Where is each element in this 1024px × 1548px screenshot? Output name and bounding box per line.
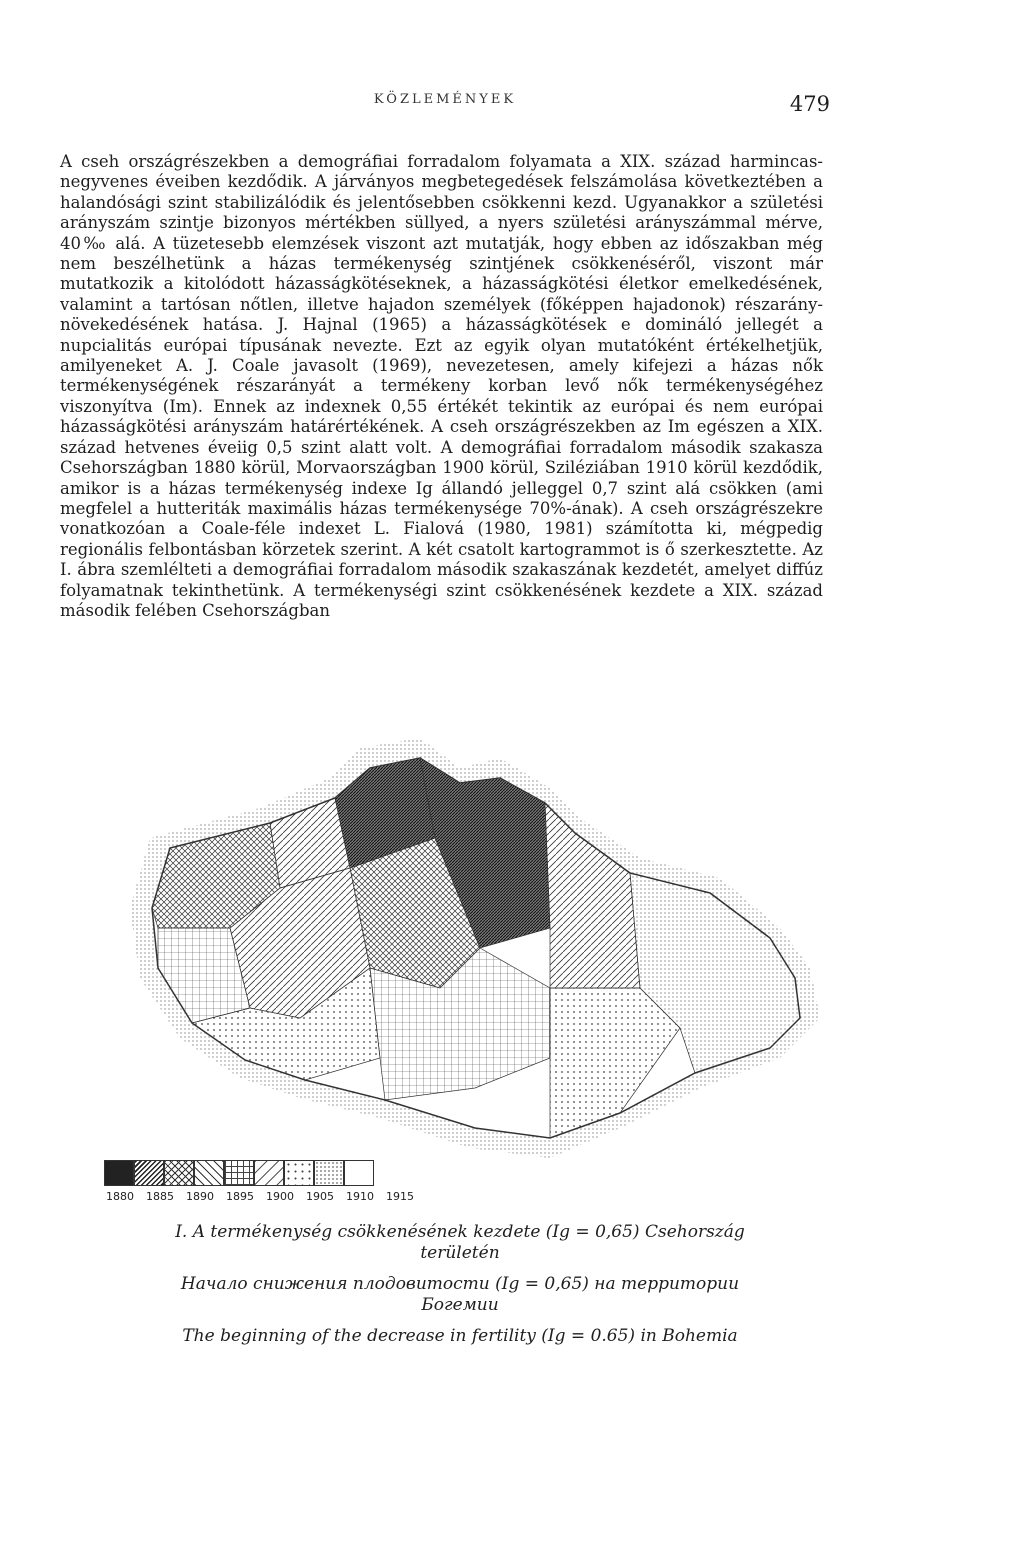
caption-english: The beginning of the decrease in fertility (Ig = 0.65) in Bohemia — [182, 1326, 738, 1346]
caption-russian: Начало снижения плодовитости (Ig = 0,65) на территории Богемии — [180, 1274, 740, 1315]
legend-year-label: 1885 — [146, 1190, 174, 1203]
legend-swatch — [194, 1160, 224, 1186]
page-number: 479 — [789, 92, 830, 116]
page-header — [60, 92, 830, 132]
legend-year-label: 1900 — [266, 1190, 294, 1203]
legend-swatch — [224, 1160, 254, 1186]
running-head: KÖZLEMÉNYEK — [373, 92, 517, 107]
caption-hungarian: I. A termékenység csökkenésének kezdete (Ig = 0,65) Csehország területén — [175, 1222, 745, 1263]
legend-swatch — [254, 1160, 284, 1186]
figure-caption — [150, 1222, 770, 1357]
legend-swatch — [134, 1160, 164, 1186]
legend-swatch — [164, 1160, 194, 1186]
legend-swatch — [314, 1160, 344, 1186]
bohemia-cartogram — [80, 728, 840, 1168]
legend-swatch — [344, 1160, 374, 1186]
legend-year-label: 1890 — [186, 1190, 214, 1203]
legend-year-label: 1905 — [306, 1190, 334, 1203]
legend-swatch — [284, 1160, 314, 1186]
legend-year-label: 1910 — [346, 1190, 374, 1203]
legend-swatch — [104, 1160, 134, 1186]
legend-year-label: 1880 — [106, 1190, 134, 1203]
legend-year-label: 1915 — [386, 1190, 414, 1203]
legend-year-label: 1895 — [226, 1190, 254, 1203]
body-paragraph: A cseh országrészekben a demográfiai forradalom folyamata a XIX. század harmincas-negyvenes éveiben kezdődik. A járványos megbetegedések felszámolása következtében a halandósági szint stabilizálódik és jelentősebben csökkenni kezd. Ugyanakkor a születési arányszám szintje bizonyos mértékben süllyed, a nyers születési arányszámmal mérve, 40‰ alá. A tüzetesebb elemzések viszont azt mutatják, hogy ebben az időszakban még nem beszélhetünk a házas termékenység szintjének csökkenéséről, viszont már mutatkozik a kitolódott házasságkötéseknek, a házasságkötési életkor emelkedésének, valamint a tartósan nőtlen, illetve hajadon személyek (főképpen hajadonok) részarány-növekedésének hatása. J. Hajnal (1965) a házasságkötések e domináló jellegét a nupcialitás európai típusának nevezte. Ezt az egyik olyan mutatóként értékelhetjük, amilyeneket A. J. Coale javasolt (1969), nevezetesen, amely kifejezi a házas nők termékenységének részarányát a termékeny korban levő nők termékenységéhez viszonyítva (Im). Ennek az indexnek 0,55 értékét tekintik az európai és nem európai házasságkötési arányszám határértékének. A cseh országrészekben az Im egészen a XIX. század hetvenes éveiig 0,5 szint alatt volt. A demográfiai forradalom második szakasza Csehországban 1880 körül, Morvaországban 1900 körül, Sziléziában 1910 körül kezdődik, amikor is a házas termékenység indexe Ig állandó jelleggel 0,7 szint alá csökken (ami megfelel a hutteriták maximális házas termékenysége 70%-ának). A cseh országrészekre vonatkozóan a Coale-féle indexet L. Fialová (1980, 1981) számította ki, mégpedig regionális felbontásban körzetek szerint. A két csatolt kartogrammot is ő szerkesztette. Az I. ábra szemlélteti a demográfiai forradalom második szakaszának kezdetét, amelyet diffúz folyamatnak tekinthetünk. A termékenységi szint csökkenésének kezdete a XIX. század második felében Csehországban — [60, 152, 823, 620]
bohemia-map-figure — [80, 728, 840, 1228]
